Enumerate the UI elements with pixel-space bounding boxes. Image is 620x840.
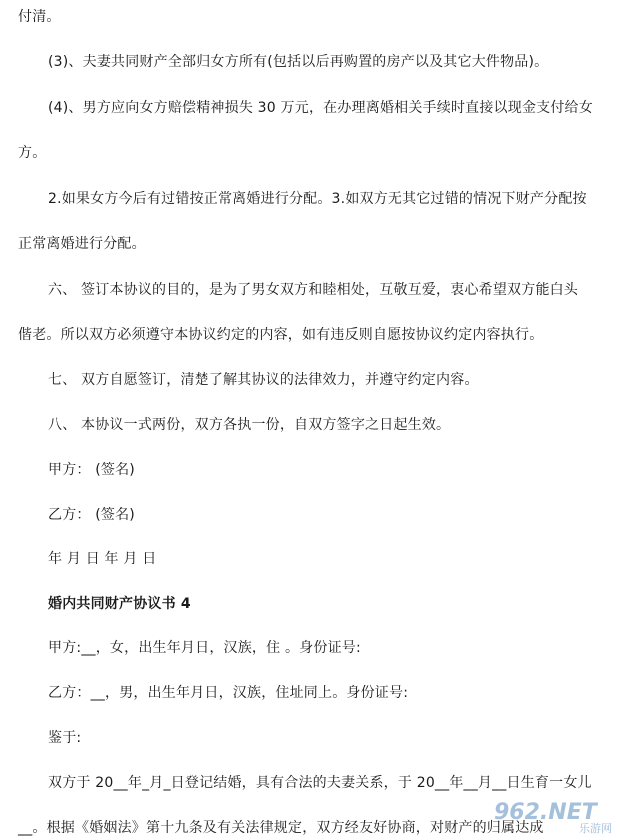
party-b-info: 乙方：__，男，出生年月日，汉族，住址同上。身份证号: — [48, 685, 409, 701]
text-line-9: 七、 双方自愿签订，清楚了解其协议的法律效力，并遵守约定内容。 — [48, 372, 479, 388]
text-line-6: 正常离婚进行分配。 — [18, 236, 146, 252]
date-line: 年 月 日 年 月 日 — [48, 551, 157, 567]
signature-party-a: 甲方： (签名) — [48, 462, 135, 478]
text-line-7: 六、 签订本协议的目的，是为了男女双方和睦相处，互敬互爱，衷心希望双方能白头 — [48, 282, 579, 298]
text-line-marriage: 双方于 20__年_月_日登记结婚，具有合法的夫妻关系，于 20__年__月__日生育一女儿 — [48, 775, 592, 791]
text-line-8: 偕老。所以双方必须遵守本协议约定的内容，如有违反则自愿按协议约定内容执行。 — [18, 327, 544, 343]
party-a-info: 甲方:__，女，出生年月日，汉族，住 。身份证号: — [48, 640, 361, 656]
whereas-label: 鉴于: — [48, 730, 82, 746]
text-line-1: 付清。 — [18, 9, 61, 25]
watermark-sub-text: 乐游网 — [579, 822, 612, 835]
text-line-10: 八、 本协议一式两份，双方各执一份，自双方签字之日起生效。 — [48, 417, 451, 433]
text-line-4: 方。 — [18, 145, 47, 161]
text-line-3: (4)、男方应向女方赔偿精神损失 30 万元，在办理离婚相关手续时直接以现金支付给女 — [48, 100, 593, 116]
watermark-logo — [494, 800, 614, 836]
watermark-main-text: 962.NET — [494, 800, 597, 825]
text-line-law: __。根据《婚姻法》第十九条及有关法律规定，双方经友好协商，对财产的归属达成 — [18, 820, 544, 836]
text-line-2: (3)、夫妻共同财产全部归女方所有(包括以后再购置的房产以及其它大件物品)。 — [48, 54, 549, 70]
signature-party-b: 乙方： (签名) — [48, 507, 135, 523]
section-heading: 婚内共同财产协议书 4 — [48, 596, 191, 612]
text-line-5: 2.如果女方今后有过错按正常离婚进行分配。3.如双方无其它过错的情况下财产分配按 — [48, 191, 587, 207]
